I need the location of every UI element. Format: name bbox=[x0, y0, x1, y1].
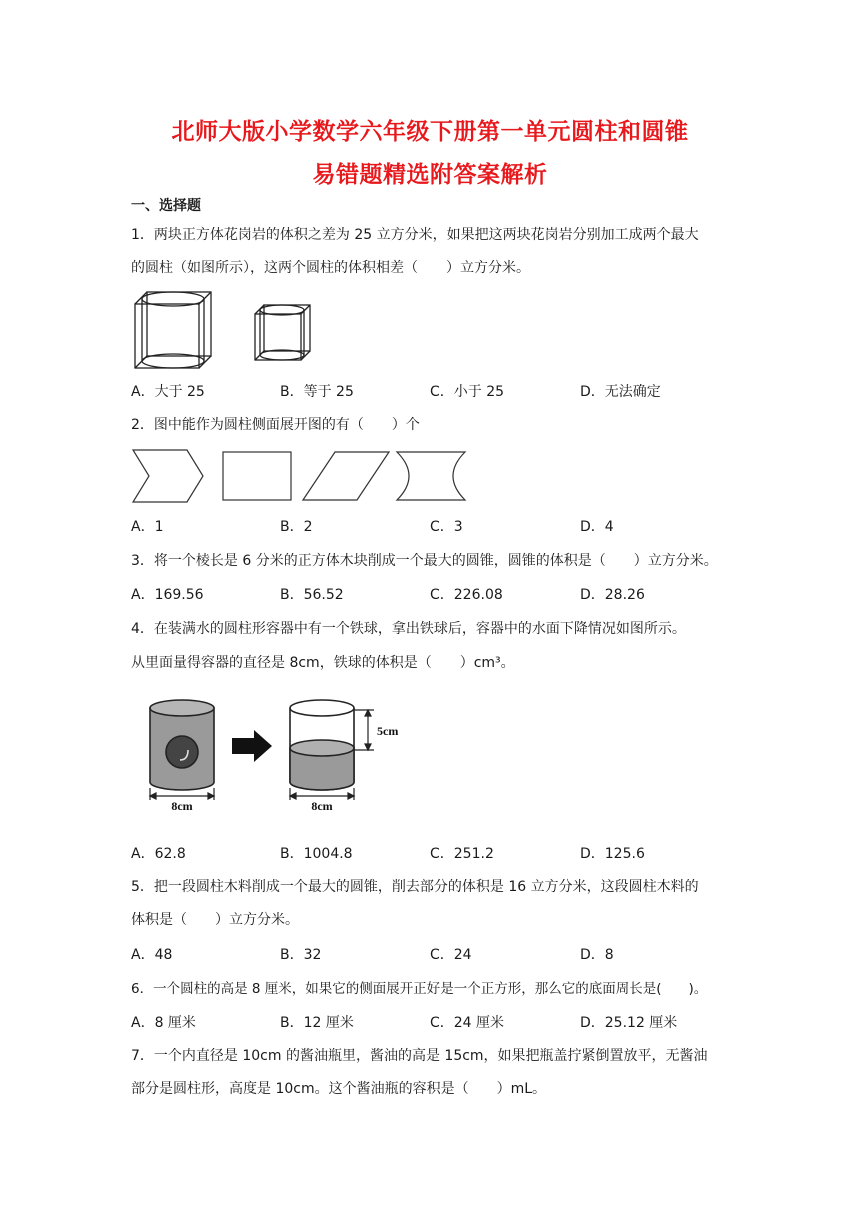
question-2-option-d[interactable]: D．4 bbox=[580, 519, 614, 535]
question-2-figure bbox=[131, 448, 471, 504]
question-6-option-a[interactable]: A．8 厘米 bbox=[131, 1015, 196, 1031]
question-5-line-2: 体积是（ ）立方分米。 bbox=[131, 912, 299, 928]
section-heading: 一、选择题 bbox=[131, 198, 201, 214]
question-4-option-b[interactable]: B．1004.8 bbox=[280, 846, 353, 862]
question-6-line-1: 6．一个圆柱的高是 8 厘米，如果它的侧面展开正好是一个正方形，那么它的底面周长是( )。 bbox=[131, 981, 708, 997]
question-7-line-1: 7．一个内直径是 10cm 的酱油瓶里，酱油的高是 15cm，如果把瓶盖拧紧倒置放平，无酱油 bbox=[131, 1048, 708, 1064]
question-3-line-1: 3．将一个棱长是 6 分米的正方体木块削成一个最大的圆锥，圆锥的体积是（ ）立方分米。 bbox=[131, 553, 718, 569]
question-5-option-c[interactable]: C．24 bbox=[430, 947, 472, 963]
question-5-option-d[interactable]: D．8 bbox=[580, 947, 614, 963]
question-3-option-c[interactable]: C．226.08 bbox=[430, 587, 503, 603]
diameter-left-label: 8cm bbox=[171, 799, 193, 813]
question-3-option-b[interactable]: B．56.52 bbox=[280, 587, 344, 603]
question-4-option-c[interactable]: C．251.2 bbox=[430, 846, 494, 862]
question-6-option-c[interactable]: C．24 厘米 bbox=[430, 1015, 505, 1031]
question-1-line-2: 的圆柱（如图所示），这两个圆柱的体积相差（ ）立方分米。 bbox=[131, 260, 530, 276]
question-4-line-1: 4．在装满水的圆柱形容器中有一个铁球，拿出铁球后，容器中的水面下降情况如图所示。 bbox=[131, 621, 686, 637]
question-1-line-1: 1．两块正方体花岗岩的体积之差为 25 立方分米，如果把这两块花岗岩分别加工成两个最大 bbox=[131, 227, 699, 243]
question-6-option-d[interactable]: D．25.12 厘米 bbox=[580, 1015, 678, 1031]
question-1-option-b[interactable]: B．等于 25 bbox=[280, 384, 354, 400]
diameter-right-label: 8cm bbox=[311, 799, 333, 813]
document-title-line1: 北师大版小学数学六年级下册第一单元圆柱和圆锥 bbox=[171, 119, 689, 145]
question-2-option-c[interactable]: C．3 bbox=[430, 519, 463, 535]
question-5-line-1: 5．把一段圆柱木料削成一个最大的圆锥，削去部分的体积是 16 立方分米，这段圆柱木料的 bbox=[131, 879, 699, 895]
question-6-option-b[interactable]: B．12 厘米 bbox=[280, 1015, 354, 1031]
question-2-option-b[interactable]: B．2 bbox=[280, 519, 313, 535]
question-4-line-2: 从里面量得容器的直径是 8cm，铁球的体积是（ ）cm³。 bbox=[131, 655, 515, 671]
question-5-option-b[interactable]: B．32 bbox=[280, 947, 322, 963]
question-1-option-a[interactable]: A．大于 25 bbox=[131, 384, 205, 400]
question-1-option-d[interactable]: D．无法确定 bbox=[580, 384, 661, 400]
question-4-option-a[interactable]: A．62.8 bbox=[131, 846, 186, 862]
question-7-line-2: 部分是圆柱形，高度是 10cm。这个酱油瓶的容积是（ ）mL。 bbox=[131, 1081, 547, 1097]
question-3-option-a[interactable]: A．169.56 bbox=[131, 587, 204, 603]
question-2-line-1: 2．图中能作为圆柱侧面展开图的有（ ）个 bbox=[131, 417, 420, 433]
question-5-option-a[interactable]: A．48 bbox=[131, 947, 173, 963]
question-4-figure bbox=[140, 696, 410, 814]
document-title-line2: 易错题精选附答案解析 bbox=[312, 162, 548, 188]
question-1-figure bbox=[131, 290, 331, 374]
drop-height-label: 5cm bbox=[377, 724, 399, 738]
question-3-option-d[interactable]: D．28.26 bbox=[580, 587, 645, 603]
question-2-option-a[interactable]: A．1 bbox=[131, 519, 164, 535]
question-1-option-c[interactable]: C．小于 25 bbox=[430, 384, 505, 400]
question-4-option-d[interactable]: D．125.6 bbox=[580, 846, 645, 862]
